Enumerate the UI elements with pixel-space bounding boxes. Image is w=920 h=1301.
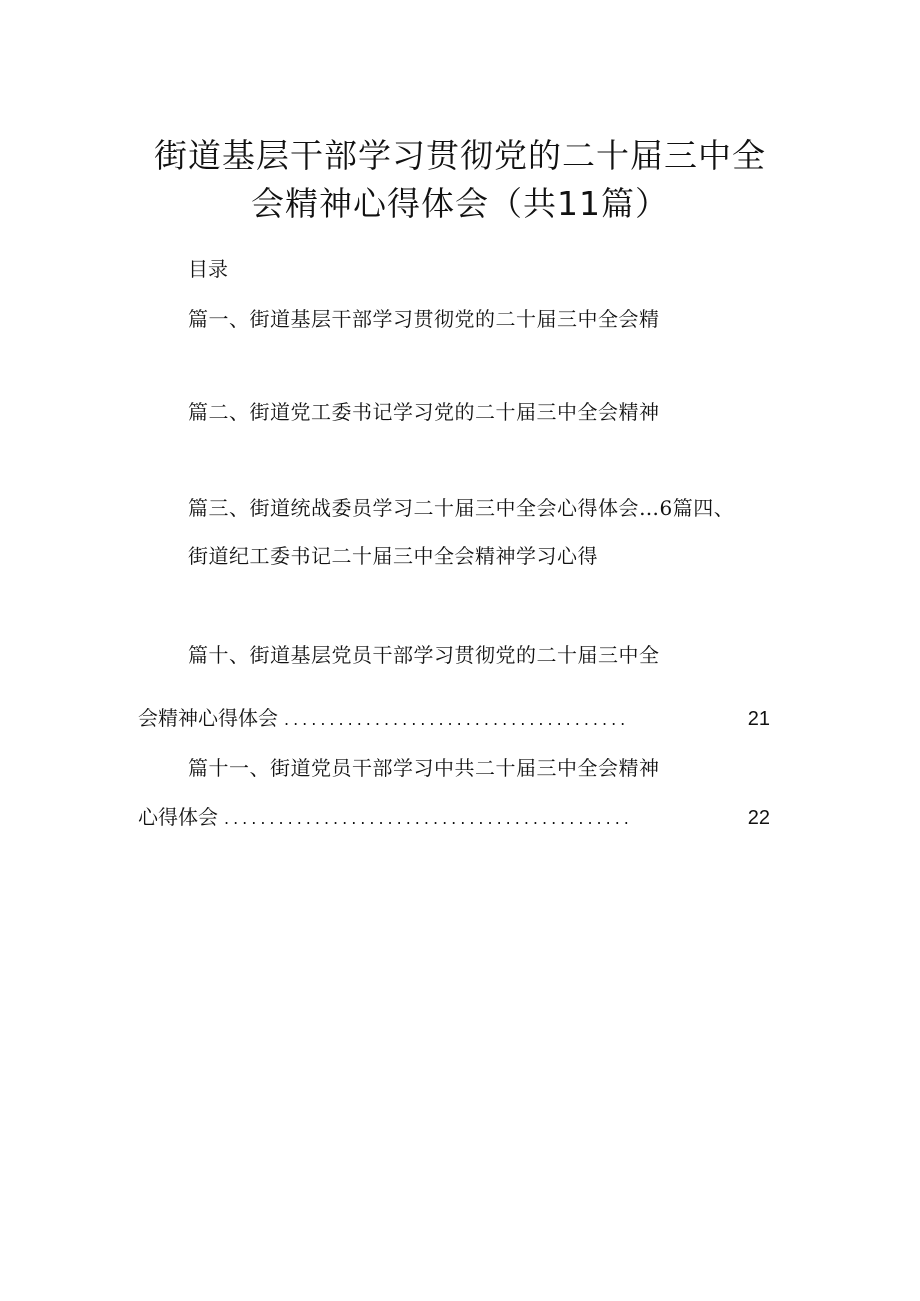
toc-page-number: 21 <box>747 708 770 730</box>
document-title-line-2: 会精神心得体会（共11篇） <box>251 184 669 223</box>
toc-leader-dots: ............................................. <box>224 809 633 828</box>
toc-leader-dots: ...................................... <box>284 710 630 729</box>
toc-entry-11-line-2[interactable] <box>138 803 770 831</box>
toc-entry-11-text: 心得体会 <box>138 805 218 829</box>
toc-entry-1[interactable]: 篇一、街道基层干部学习贯彻党的二十届三中全会精 <box>188 307 660 331</box>
document-title-line-1: 街道基层干部学习贯彻党的二十届三中全 <box>154 136 766 175</box>
toc-entry-3-line-1[interactable]: 篇三、街道统战委员学习二十届三中全会心得体会…6篇四、 <box>188 496 735 520</box>
toc-entry-11-line-1[interactable]: 篇十一、街道党员干部学习中共二十届三中全会精神 <box>188 756 660 780</box>
toc-heading: 目录 <box>188 257 228 281</box>
toc-page-number: 22 <box>747 807 770 829</box>
toc-entry-2[interactable]: 篇二、街道党工委书记学习党的二十届三中全会精神 <box>188 400 660 424</box>
toc-entry-10-text: 会精神心得体会 <box>138 706 278 730</box>
toc-entry-3-line-2[interactable]: 街道纪工委书记二十届三中全会精神学习心得 <box>188 544 598 568</box>
toc-entry-10-line-2[interactable] <box>138 704 770 732</box>
toc-entry-10-line-1[interactable]: 篇十、街道基层党员干部学习贯彻党的二十届三中全 <box>188 643 660 667</box>
